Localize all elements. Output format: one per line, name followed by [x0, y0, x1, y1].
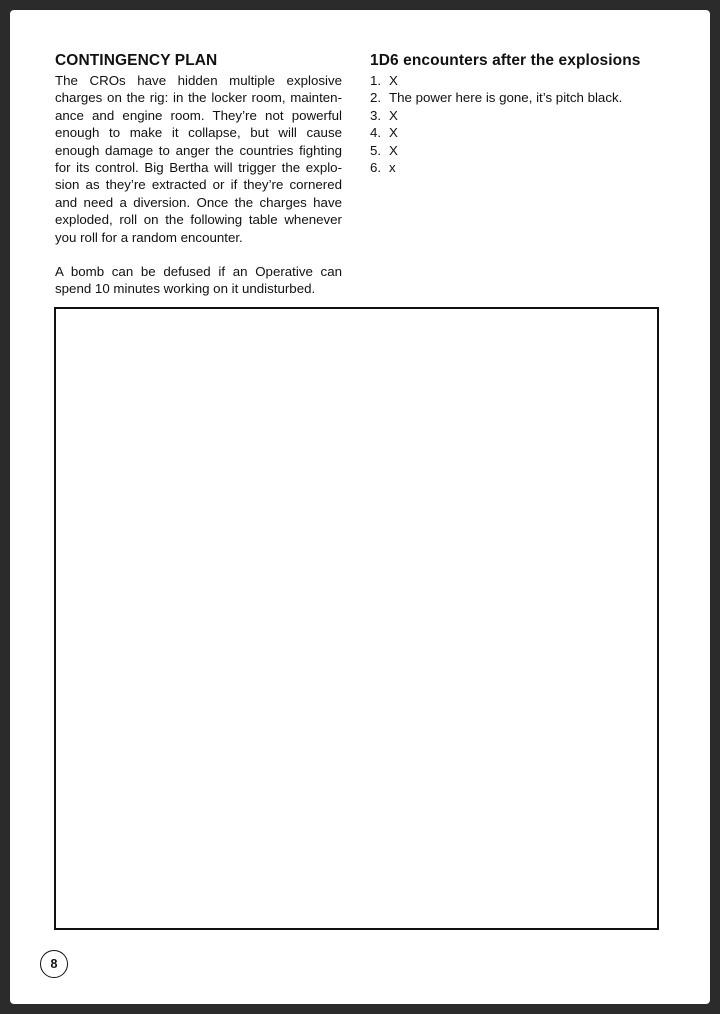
- list-item: [370, 124, 670, 141]
- list-item-text: X: [389, 142, 398, 158]
- list-item: [370, 89, 670, 106]
- list-item-number: 1.: [370, 73, 382, 88]
- list-item-text: X: [389, 73, 398, 88]
- list-item: [370, 107, 670, 124]
- section-heading: CONTINGENCY PLAN: [55, 52, 218, 69]
- encounter-list: [370, 72, 670, 176]
- list-item-number: 5.: [370, 142, 382, 158]
- document-page: [10, 10, 710, 1004]
- list-item: [370, 142, 670, 159]
- section-heading: 1D6 encounters after the explosions: [370, 52, 641, 69]
- page-number: 8: [50, 957, 58, 971]
- list-item-text: The power here is gone, it’s pitch black.: [389, 90, 623, 106]
- list-item-text: x: [389, 160, 396, 176]
- map-placeholder-frame: [54, 307, 659, 930]
- page-number-badge: [40, 950, 68, 978]
- body-paragraph: The CROs have hidden multiple explosive charges on the rig: in the locker room, maintenance and engine room. They’re not powerful enough to make it collapse, but will cause enough damage to anger the countries fighting for its control. Big Bertha will trigger the explosion as they’re extracted or if they’re cornered and need a diversion. Once the charges have exploded, roll on the following table whenever you roll for a random encounter.: [55, 73, 342, 245]
- list-item-text: X: [389, 125, 398, 141]
- list-item-number: 2.: [370, 90, 382, 106]
- list-item-number: 6.: [370, 160, 382, 176]
- list-item-number: 3.: [370, 107, 382, 123]
- body-paragraph: A bomb can be defused if an Operative can spend 10 minutes working on it undisturbed.: [55, 264, 342, 297]
- encounter-table-section: [370, 51, 670, 176]
- contingency-plan-section: [55, 51, 342, 298]
- list-item: [370, 159, 670, 176]
- list-item-number: 4.: [370, 125, 382, 141]
- list-item: [370, 72, 670, 89]
- list-item-text: X: [389, 107, 398, 123]
